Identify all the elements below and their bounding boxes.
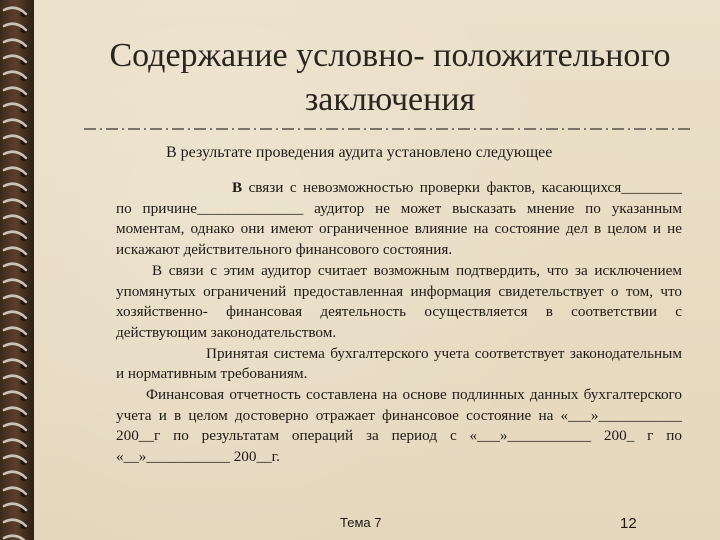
page-number: 12 <box>620 515 637 532</box>
paragraph-4: Финансовая отчетность составлена на основе подлинных данных бухгалтерского учета и в целом достоверно отражает финансовое состояние на «___»___________ 200__г по результатам операций за период с «___»___________ 200_ г по «__»___________ 200__г. <box>116 386 682 466</box>
paragraph-1-text: связи с невозможностью проверки фактов, касающихся________ по причине______________ аудитор не может высказать мнение по указанным моментам, однако они имеют ограниченное влияние на состояние дел в целом и не искажают действительного финансового состояния. <box>116 179 682 259</box>
paragraph-1 <box>116 178 682 261</box>
title-divider <box>84 124 694 134</box>
slide-title <box>60 34 720 122</box>
footer-topic: Тема 7 <box>340 515 382 530</box>
slide-title-line-1: Содержание условно- положительного <box>109 37 671 74</box>
slide-body <box>116 178 682 468</box>
spiral-binding-graphic <box>0 0 34 540</box>
spiral-ring <box>4 536 26 540</box>
paragraph-1-lead: В <box>232 179 243 196</box>
spiral-binding <box>0 0 34 540</box>
paragraph-3: Принятая система бухгалтерского учета соответствует законодательным и нормативным требованиям. <box>116 344 682 383</box>
paragraph-2: В связи с этим аудитор считает возможным подтвердить, что за исключением упомянутых ограничений предоставленная информация свидетельствует о том, что хозяйственно- финансовая деятельность осуществляется в соответствии с действующим законодательством. <box>116 261 682 341</box>
intro-text: В результате проведения аудита установлено следующее <box>166 144 553 161</box>
slide-title-line-2: заключения <box>304 81 476 118</box>
